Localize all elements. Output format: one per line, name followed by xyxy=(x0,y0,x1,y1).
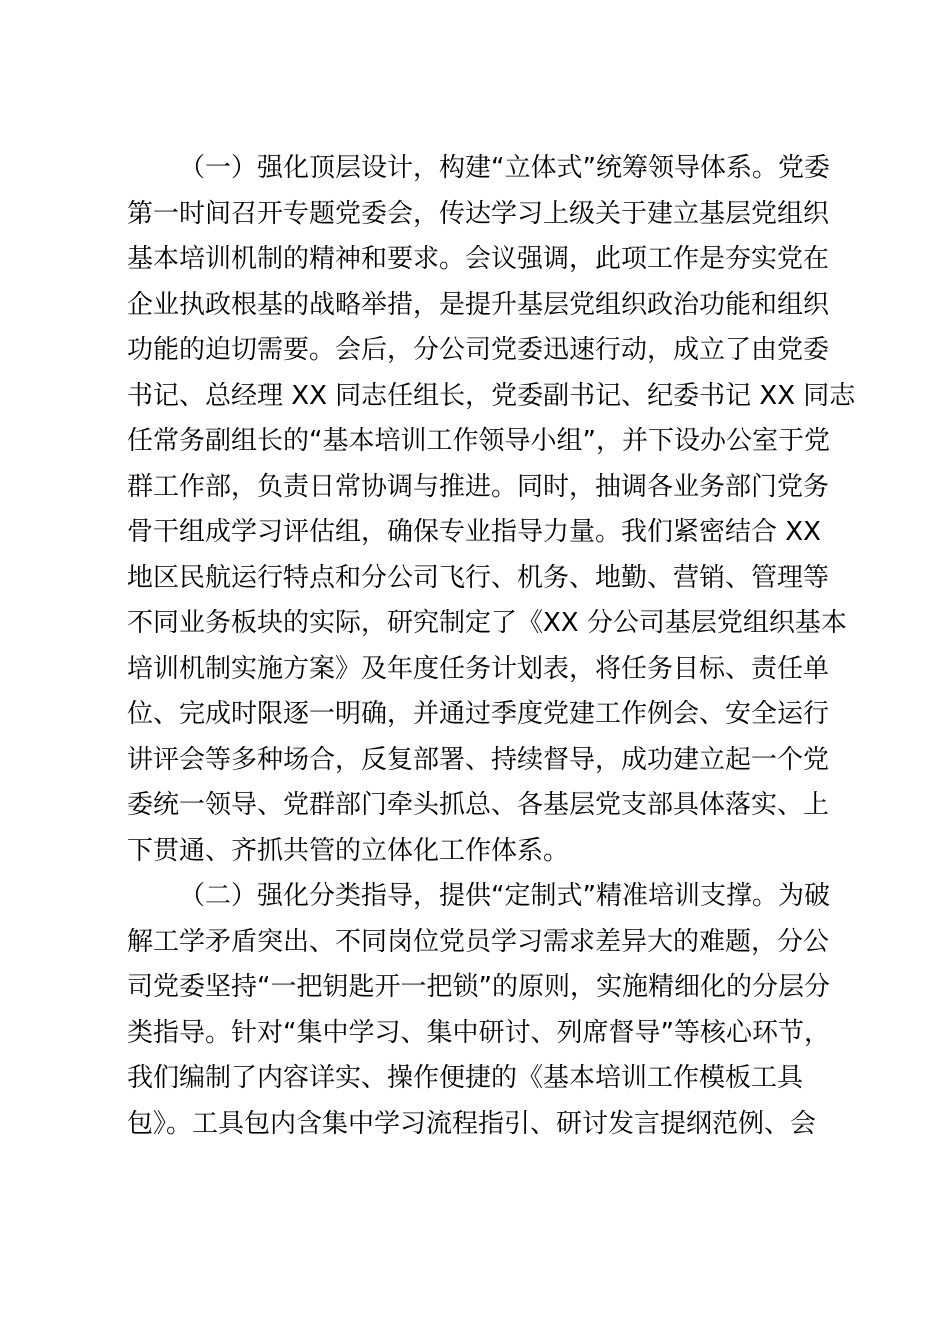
paragraph-1 xyxy=(127,146,856,874)
paragraph-line: （二）强化分类指导，提供“定制式”精准培训支撑。为破 xyxy=(179,881,830,911)
paragraph-line: 司党委坚持“一把钥匙开一把锁”的原则，实施精细化的分层分 xyxy=(127,972,830,1002)
paragraph-line: 下贯通、齐抓共管的立体化工作体系。 xyxy=(127,835,570,866)
paragraph-line: 包》。工具包内含集中学习流程指引、研讨发言提纲范例、会 xyxy=(127,1108,817,1139)
paragraph-line: 任常务副组长的“基本培训工作领导小组”，并下设办公室于党 xyxy=(127,426,830,456)
paragraph-2 xyxy=(127,874,830,1147)
paragraph-line: 骨干组成学习评估组，确保专业指导力量。我们紧密结合 XX xyxy=(127,517,821,547)
paragraph-line: 讲评会等多种场合，反复部署、持续督导，成功建立起一个党 xyxy=(127,744,830,775)
paragraph-line: 解工学矛盾突出、不同岗位党员学习需求差异大的难题，分公 xyxy=(127,926,830,957)
paragraph-line: 基本培训机制的精神和要求。会议强调，此项工作是夯实党在 xyxy=(127,244,830,274)
paragraph-line: 第一时间召开专题党委会，传达学习上级关于建立基层党组织 xyxy=(127,198,830,229)
paragraph-line: （一）强化顶层设计，构建“立体式”统筹领导体系。党委 xyxy=(179,153,830,183)
paragraph-line: 培训机制实施方案》及年度任务计划表，将任务目标、责任单 xyxy=(127,653,830,684)
paragraph-line: 地区民航运行特点和分公司飞行、机务、地勤、营销、管理等 xyxy=(127,562,830,593)
paragraph-line: 位、完成时限逐一明确，并通过季度党建工作例会、安全运行 xyxy=(127,699,830,729)
paragraph-line: 我们编制了内容详实、操作便捷的《基本培训工作模板工具 xyxy=(127,1063,804,1093)
paragraph-line: 功能的迫切需要。会后，分公司党委迅速行动，成立了由党委 xyxy=(127,335,830,365)
paragraph-line: 不同业务板块的实际，研究制定了《XX 分公司基层党组织基本 xyxy=(127,608,847,638)
paragraph-line: 类指导。针对“集中学习、集中研讨、列席督导”等核心环节， xyxy=(127,1017,830,1048)
paragraph-line: 书记、总经理 XX 同志任组长，党委副书记、纪委书记 XX 同志 xyxy=(127,380,856,411)
paragraph-line: 企业执政根基的战略举措，是提升基层党组织政治功能和组织 xyxy=(127,289,830,320)
paragraph-line: 委统一领导、党群部门牵头抓总、各基层党支部具体落实、上 xyxy=(127,790,830,820)
paragraph-line: 群工作部，负责日常协调与推进。同时，抽调各业务部门党务 xyxy=(127,471,830,502)
